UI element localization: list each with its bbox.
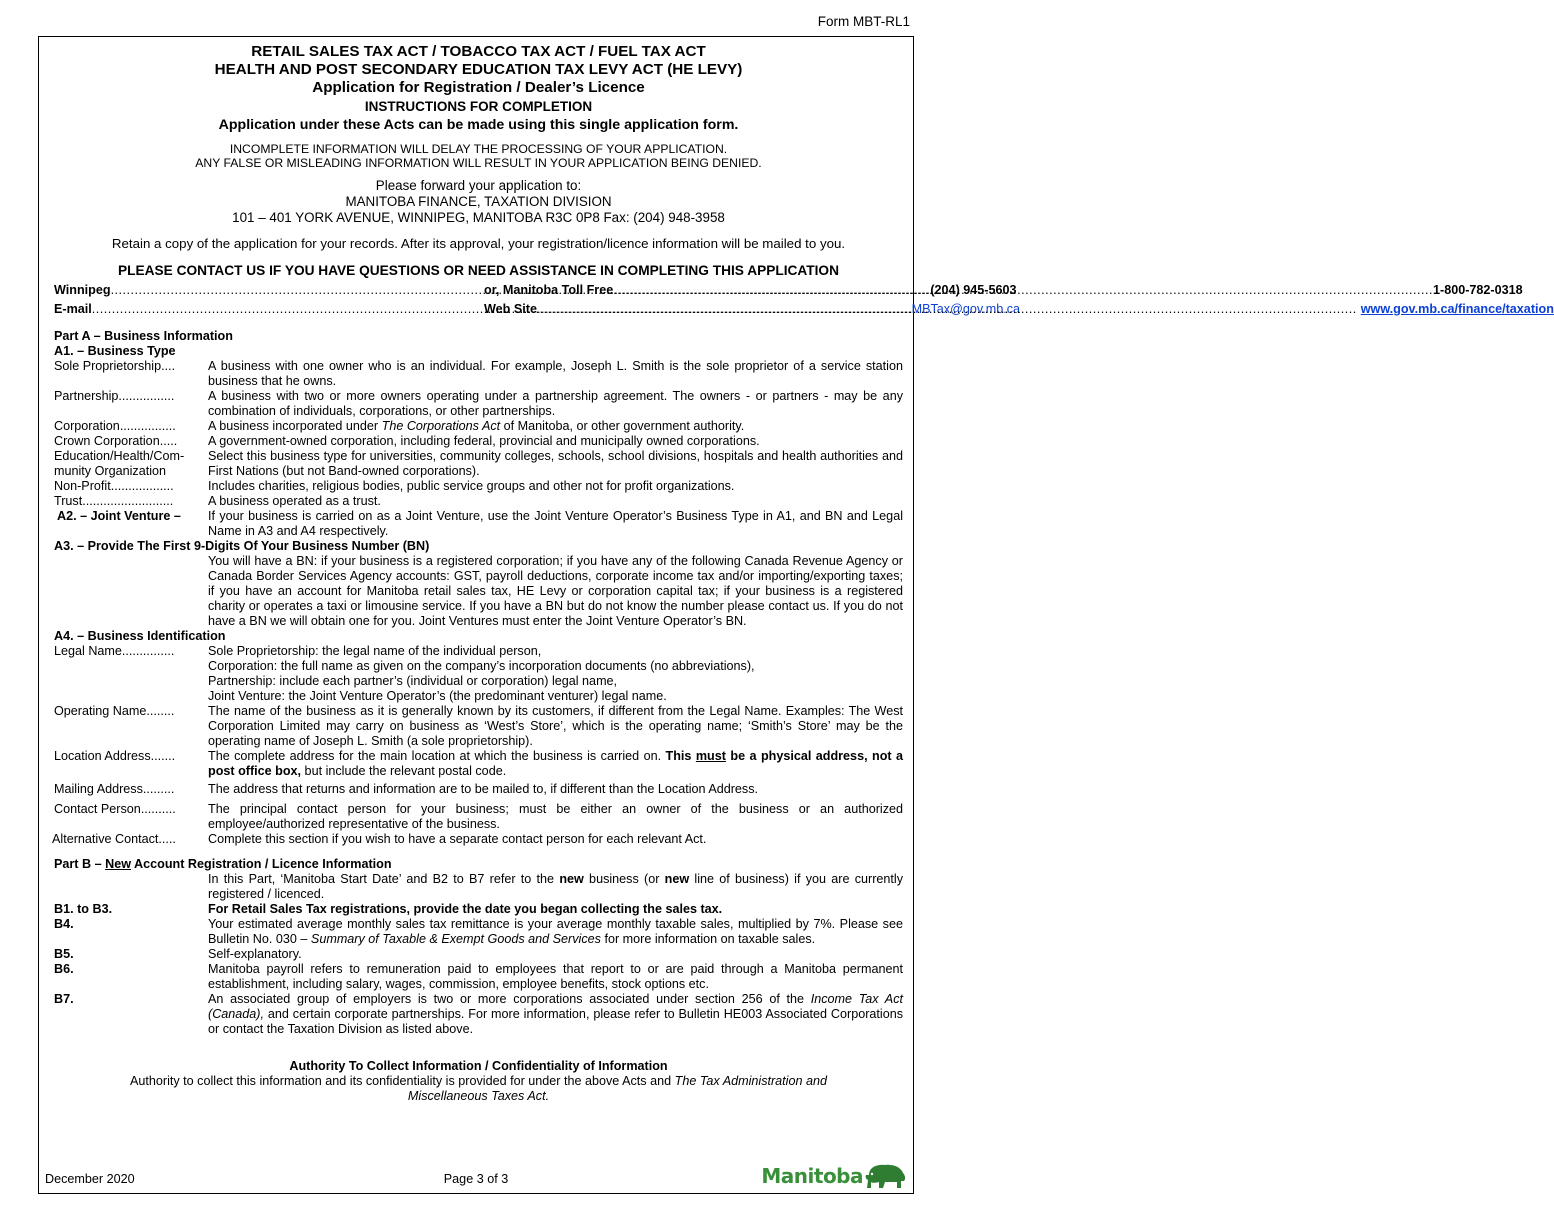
term-label: Education/Health/Com-: [54, 449, 185, 463]
warnings: [54, 142, 903, 170]
contact-heading: PLEASE CONTACT US IF YOU HAVE QUESTIONS OR NEED ASSISTANCE IN COMPLETING THIS APPLICATION: [118, 263, 839, 278]
legal-name: Legal Name ............... Sole Proprietorship: the legal name of the individual person, Corporation: the full name as given on the company’s incorporation documents (no abbreviations), Partnership: include each partner’s (individual or corporation) legal name, Joint Venture: the Joint Venture Operator’s (the predominant venturer) legal name.: [54, 644, 903, 704]
warning-incomplete: INCOMPLETE INFORMATION WILL DELAY THE PROCESSING OF YOUR APPLICATION.: [229, 142, 728, 156]
form-id: Form MBT-RL1: [817, 14, 910, 29]
term-desc: A business with two or more owners operating under a partnership agreement. The owners - or partners - may be any combination of individuals, corporations, or other partnerships.: [208, 389, 903, 418]
part-b-heading: Part B – New Account Registration / Licence Information: [54, 857, 392, 871]
a2-term: A2. – Joint Venture –: [57, 509, 181, 523]
address-intro: Please forward your application to:: [375, 178, 582, 193]
term-label: Contact Person: [54, 802, 141, 816]
leader-dots: [537, 301, 1357, 317]
b5-desc: Self-explanatory.: [208, 947, 302, 961]
type-trust: Trust .......................... A business operated as a trust.: [54, 494, 903, 509]
title-he-levy-line: HEALTH AND POST SECONDARY EDUCATION TAX LEVY ACT (HE LEVY): [214, 61, 743, 78]
form-frame: [38, 36, 1554, 1194]
b6-desc: Manitoba payroll refers to remuneration paid to employees that report to or are paid through a Manitoba permanent establishment, including salary, wages, commission, employee benefits, stock options etc.: [208, 962, 903, 991]
contact-person: Contact Person .......... The principal contact person for your business; must be either an owner of the business or an authorized employee/authorized representative of the business.: [54, 802, 903, 831]
type-partnership: Partnership ................ A business with two or more owners operating under a partnership agreement. The owners - or partners - may be any combination of individuals, corporations, or other partnerships.: [54, 389, 903, 418]
mailing-desc: The address that returns and information are to be mailed to, if different than the Location Address.: [208, 782, 759, 796]
term-label: Alternative Contact: [52, 832, 159, 846]
mailing-address-block: [54, 178, 903, 226]
b4-desc: Your estimated average monthly sales tax remittance is your average monthly taxable sales, multiplied by 7%. Please see Bulletin No. 030 – Summary of Taxable & Exempt Goods and Services for more information on taxable sales.: [208, 917, 903, 946]
a1-heading: A1. – Business Type: [54, 344, 176, 358]
alternative-contact: Alternative Contact ..... Complete this section if you wish to have a separate contact person for each relevant Act.: [54, 832, 903, 847]
legal-desc: Sole Proprietorship: the legal name of the individual person, Corporation: the full name as given on the company’s incorporation documents (no abbreviations), Partnership: include each partner’s (individual or corporation) legal name, Joint Venture: the Joint Venture Operator’s (the predominant venturer) legal name.: [208, 644, 755, 703]
winnipeg-label: Winnipeg: [54, 283, 111, 297]
a2-joint-venture: [54, 509, 903, 539]
term-label: Crown Corporation: [54, 434, 160, 448]
winnipeg-phone: (204) 945-5603: [930, 283, 1017, 297]
single-form-note: Application under these Acts can be made using this single application form.: [218, 117, 739, 133]
term-label: munity Organization: [54, 464, 166, 478]
type-education-health: [54, 449, 903, 479]
manitoba-logo: [761, 1161, 907, 1191]
website-label: Web Site: [484, 302, 537, 316]
b7-desc: An associated group of employers is two or more corporations associated under section 256 of the Income Tax Act (Canada), and certain corporate partnerships. For more information, please refer to Bulletin HE003 Associated Corporations or contact the Taxation Division as listed above.: [208, 992, 903, 1036]
type-corporation: Corporation ................ A business incorporated under The Corporations Act of Manitoba, or other government authority.: [54, 419, 903, 434]
retain-note: Retain a copy of the application for your records. After its approval, your registration/licence information will be mailed to you.: [111, 236, 846, 251]
term-desc: Includes charities, religious bodies, public service groups and other not for profit organizations.: [208, 479, 735, 493]
term-label: Mailing Address: [54, 782, 143, 796]
title-acts-line: RETAIL SALES TAX ACT / TOBACCO TAX ACT / FUEL TAX ACT: [251, 43, 706, 60]
footer-date: December 2020: [45, 1172, 135, 1186]
a4-heading: A4. – Business Identification: [54, 629, 226, 643]
a2-desc: If your business is carried on as a Joint Venture, use the Joint Venture Operator’s Business Type in A1, and BN and Legal Name in A3 and A4 respectively.: [208, 509, 903, 538]
part-a-heading: Part A – Business Information: [54, 329, 233, 343]
term-label: Sole Proprietorship: [54, 359, 162, 373]
type-sole-proprietorship: Sole Proprietorship .... A business with one owner who is an individual. For example, Joseph L. Smith is the sole proprietor of a service station business that he owns.: [54, 359, 903, 388]
title-block: [54, 43, 903, 134]
term-label: Non-Profit: [54, 479, 111, 493]
b4: [54, 917, 903, 947]
mailing-address: Mailing Address ......... The address that returns and information are to be mailed to, if different than the Location Address.: [54, 782, 903, 797]
location-desc: The complete address for the main location at which the business is carried on. This must be a physical address, not a post office box, but include the relevant postal code.: [208, 749, 904, 778]
part-a: [54, 329, 903, 847]
contact-web-row: [54, 301, 1554, 317]
tollfree-phone: 1-800-782-0318: [1433, 283, 1523, 297]
location-address: Location Address ....... The complete address for the main location at which the business is carried on. This must be a physical address, not a post office box, but include the relevant postal code.: [54, 749, 904, 778]
b5: [54, 947, 903, 962]
type-crown-corporation: Crown Corporation ..... A government-owned corporation, including federal, provincial and municipally owned corporations.: [54, 434, 903, 449]
alt-desc: Complete this section if you wish to have a separate contact person for each relevant Act.: [208, 832, 707, 846]
operating-name: Operating Name ........ The name of the business as it is generally known by its customers, if different from the Legal Name. Examples: The West Corporation Limited may carry on business as ‘West’s Store’, which is the operating name; ‘Smith’s Store’ may be the operating name of Joseph L. Smith (a sole proprietorship).: [54, 704, 903, 748]
leader-dots: [613, 282, 1433, 298]
authority-block: [54, 1059, 903, 1104]
instructions-heading: INSTRUCTIONS FOR COMPLETION: [364, 99, 593, 114]
term-desc: Select this business type for universities, community colleges, schools, school divisions, hospitals and health authorities and First Nations (but not Band-owned corporations).: [208, 449, 903, 478]
title-application: Application for Registration / Dealer’s Licence: [312, 79, 645, 96]
form-content: [52, 43, 1554, 1104]
term-label: Legal Name: [54, 644, 122, 658]
term-desc: A business incorporated under The Corporations Act of Manitoba, or other government authority.: [208, 419, 745, 433]
authority-heading: Authority To Collect Information / Confidentiality of Information: [289, 1059, 668, 1073]
type-non-profit: Non-Profit .................. Includes charities, religious bodies, public service groups and other not for profit organizations.: [54, 479, 903, 494]
term-desc: A business with one owner who is an individual. For example, Joseph L. Smith is the sole proprietor of a service station business that he owns.: [208, 359, 903, 388]
b6-term: B6.: [54, 962, 74, 976]
website-link[interactable]: www.gov.mb.ca/finance/taxation: [1360, 302, 1554, 316]
term-label: Operating Name: [54, 704, 147, 718]
term-desc: A government-owned corporation, including federal, provincial and municipally owned corporations.: [208, 434, 760, 448]
email-label: E-mail: [54, 302, 92, 316]
term-desc: A business operated as a trust.: [208, 494, 381, 508]
logo-wordmark: Manitoba: [761, 1163, 863, 1188]
authority-text: Authority to collect this information and its confidentiality is provided for under the above Acts and The Tax Administration and Miscellaneous Taxes Act.: [129, 1074, 827, 1103]
contact-desc: The principal contact person for your business; must be either an owner of the business or an authorized employee/authorized representative of the business.: [208, 802, 903, 831]
term-label: Trust: [54, 494, 83, 508]
term-label: Partnership: [54, 389, 119, 403]
contact-phone-row: [54, 282, 1523, 298]
part-b: [54, 857, 903, 1037]
warning-false: ANY FALSE OR MISLEADING INFORMATION WILL RESULT IN YOUR APPLICATION BEING DENIED.: [195, 156, 762, 170]
b5-term: B5.: [54, 947, 74, 961]
address-street: 101 – 401 YORK AVENUE, WINNIPEG, MANITOBA R3C 0P8 Fax: (204) 948-3958: [232, 210, 725, 225]
term-label: Location Address: [54, 749, 151, 763]
b1-b3: [54, 902, 903, 917]
a3-desc: You will have a BN: if your business is a registered corporation; if you have any of the following Canada Revenue Agency or Canada Border Services Agency accounts: GST, payroll deductions, corporate income tax and/or importing/exporting taxes; if you have an account for Manitoba retail sales tax, HE Levy or corporation capital tax; if your business is a registered charity or operates a taxi or limousine service. If you have a BN but do not know the number please contact us. If you do not have a BN we will obtain one for you. Joint Ventures must enter the Joint Venture Operator’s BN.: [208, 554, 903, 628]
b1-term: B1. to B3.: [54, 902, 113, 916]
b4-term: B4.: [54, 917, 74, 931]
term-label: Corporation: [54, 419, 120, 433]
b6: [54, 962, 903, 992]
address-org: MANITOBA FINANCE, TAXATION DIVISION: [345, 194, 612, 209]
operating-desc: The name of the business as it is generally known by its customers, if different from the Legal Name. Examples: The West Corporation Limited may carry on business as ‘West’s Store’, which is the operating name; ‘Smith’s Store’ may be the operating name of Joseph L. Smith (a sole proprietorship).: [208, 704, 903, 748]
tollfree-label: or, Manitoba Toll Free: [484, 283, 614, 297]
footer-page: Page 3 of 3: [443, 1172, 509, 1186]
a3-heading: A3. – Provide The First 9-Digits Of Your Business Number (BN): [54, 539, 430, 553]
part-b-intro: In this Part, ‘Manitoba Start Date’ and B2 to B7 refer to the new business (or new line of business) if you are currently registered / licenced.: [208, 872, 904, 901]
email-link[interactable]: MBTax@gov.mb.ca: [911, 302, 1021, 316]
b7: [54, 992, 903, 1037]
b7-term: B7.: [54, 992, 74, 1006]
bison-icon: [863, 1161, 907, 1191]
b1-desc: For Retail Sales Tax registrations, provide the date you began collecting the sales tax.: [208, 902, 723, 916]
